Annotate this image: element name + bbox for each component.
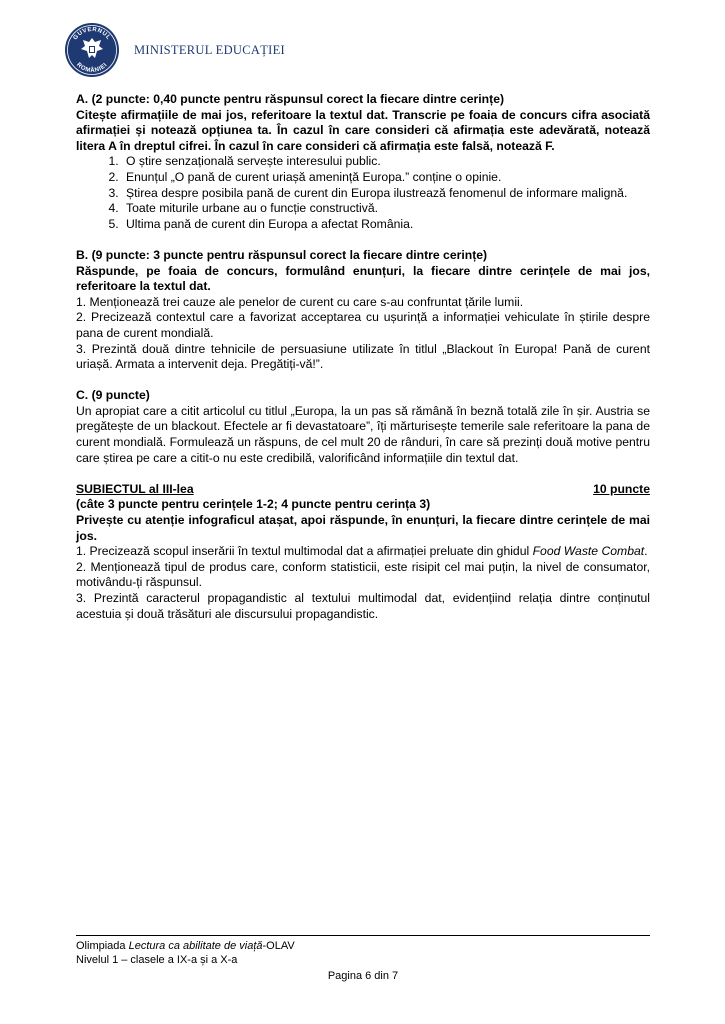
ministry-name: MINISTERUL EDUCAȚIEI xyxy=(134,42,286,57)
subject-3-task-3: 3. Prezintă caracterul propagandistic al textului multimodal dat, evidențiind relația dintre conținutul acestuia și două trăsături ale discursului propagandistic. xyxy=(76,591,650,621)
statement-item: 5. Ultima pană de curent din Europa a afectat România. xyxy=(122,217,650,233)
section-b-heading: B. (9 puncte: 3 puncte pentru răspunsul corect la fiecare dintre cerințe) xyxy=(76,247,488,262)
subject-3-points: 10 puncte xyxy=(593,481,650,496)
subject-3-task-1: 1. Precizează scopul inserării în textul multimodal dat a afirmației preluate din ghidul Food Waste Combat. xyxy=(76,544,648,559)
svg-text:GUVERNUL: GUVERNUL xyxy=(72,26,112,42)
section-b-instructions: Răspunde, pe foaia de concurs, formulând enunțuri, la fiecare dintre cerințele de mai jos, referitoare la textul dat. xyxy=(76,263,650,294)
subject-3-subheading: (câte 3 puncte pentru cerințele 1-2; 4 puncte pentru cerința 3) xyxy=(76,497,431,512)
section-a-statements xyxy=(76,154,650,232)
page-content xyxy=(76,92,650,622)
section-c-heading: C. (9 puncte) xyxy=(76,388,150,403)
footer-olympiad-name: Olimpiada Lectura ca abilitate de viață-OLAV xyxy=(76,940,295,952)
section-a-instructions: Citește afirmațiile de mai jos, referitoare la textul dat. Transcrie pe foaia de concurs cifra asociată afirmației și notează opțiunea ta. În cazul în care consideri că afirmația este adevărată, notează litera A în dreptul cifrei. În cazul în care consideri că afirmația este falsă, notează F. xyxy=(76,107,650,153)
section-a-heading: A. (2 puncte: 0,40 puncte pentru răspunsul corect la fiecare dintre cerințe) xyxy=(76,92,505,106)
svg-text:ROMÂNIEI: ROMÂNIEI xyxy=(75,61,109,75)
section-b-task: 3. Prezintă două dintre tehnicile de persuasiune utilizate în titlul „Blackout în Europa! Pană de curent uriașă. Armata a intervenit deja. Pregătiți-vă!”. xyxy=(76,341,650,372)
section-b-task: 2. Precizează contextul care a favorizat acceptarea cu ușurință a informației vehiculate în știrile despre pana de curent mondială. xyxy=(76,310,650,340)
government-seal-logo xyxy=(64,22,120,78)
section-c-body: Un apropiat care a citit articolul cu titlul „Europa, la un pas să rămână în beznă totală zile în șir. Austria se pregătește de un blackout. Efectele ar fi devastatoare”, îți mărturisește temerile sale referitoare la pana de curent mondială. Formulează un răspuns, de cel mult 20 de rânduri, în care să prezinți două motive pentru care știrea pe care a citit-o nu este credibilă, valorificând informațiile din textul dat. xyxy=(76,403,650,465)
statement-item: 3. Știrea despre posibila pană de curent din Europa ilustrează fenomenul de informare malignă. xyxy=(122,186,650,202)
statement-item: 1. O știre senzațională servește interesului public. xyxy=(122,154,650,170)
subject-3-instructions: Privește cu atenție infograficul atașat, apoi răspunde, în enunțuri, la fiecare dintre cerințele de mai jos. xyxy=(76,513,650,543)
statement-item: 2. Enunțul „O pană de curent uriașă amenință Europa.” conține o opinie. xyxy=(122,170,650,186)
section-b-task: 1. Menționează trei cauze ale penelor de curent cu care s-au confruntat țările lumii. xyxy=(76,294,524,309)
footer-divider xyxy=(76,935,650,936)
document-header xyxy=(64,22,285,78)
subject-3-task-2: 2. Menționează tipul de produs care, conform statisticii, este risipit cel mai puțin, la nivel de consumator, motivându-ți răspunsul. xyxy=(76,559,650,590)
subject-3-title-row xyxy=(76,482,650,498)
page-footer xyxy=(76,935,650,982)
subject-3-title: SUBIECTUL al III-lea xyxy=(76,481,194,496)
page-number: Pagina 6 din 7 xyxy=(327,970,399,982)
footer-level: Nivelul 1 – clasele a IX-a și a X-a xyxy=(76,954,238,966)
statement-item: 4. Toate miturile urbane au o funcție constructivă. xyxy=(122,201,650,217)
